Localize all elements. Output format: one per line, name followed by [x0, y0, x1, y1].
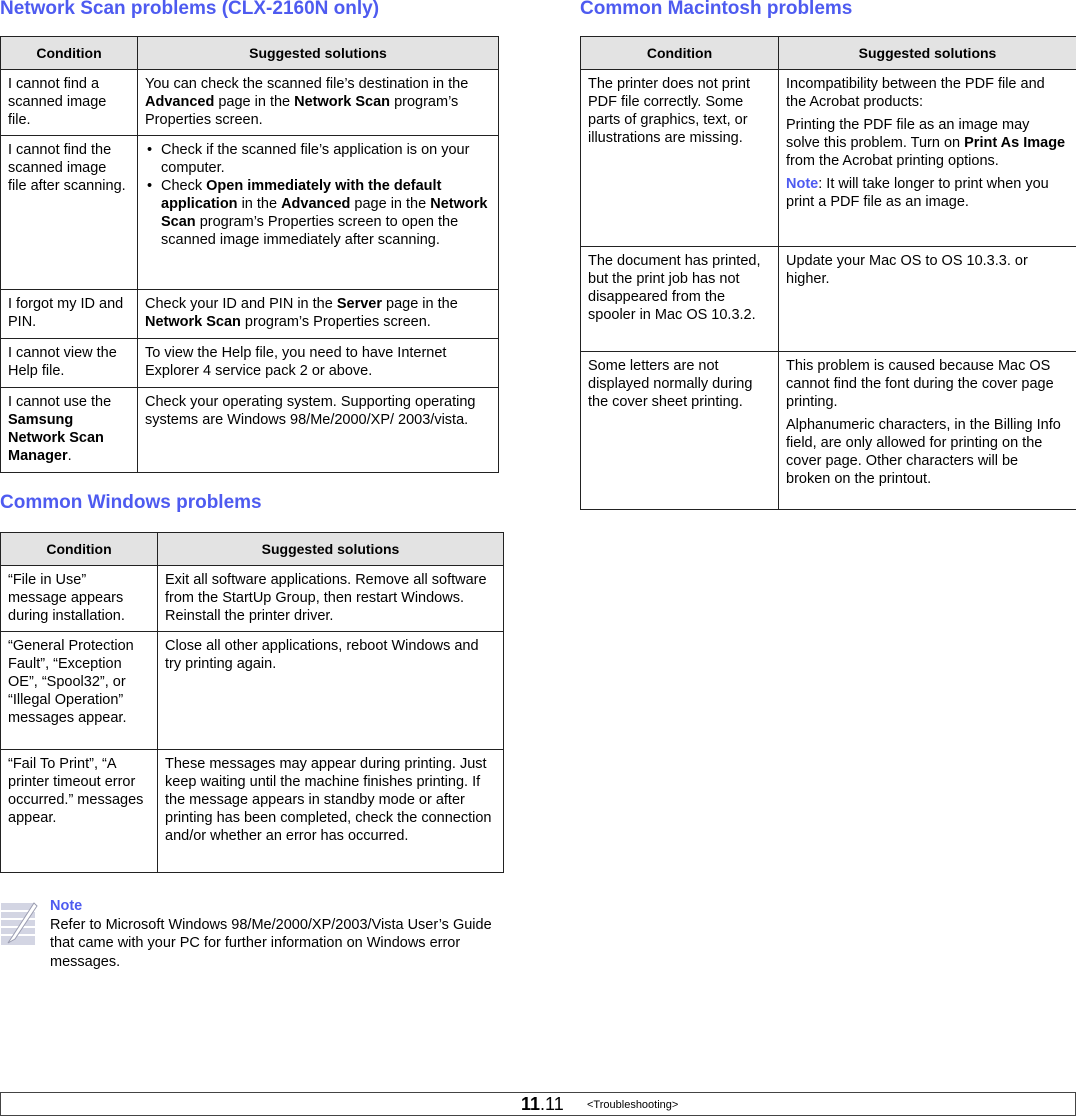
solution-cell: Check your ID and PIN in the Server page in the Network Scan program’s Properties screen.	[138, 290, 499, 339]
mac-heading: Common Macintosh problems	[580, 0, 853, 19]
column-header-solutions: Suggested solutions	[138, 37, 499, 70]
condition-cell: The printer does not print PDF file correctly. Some parts of graphics, text, or illustrations are missing.	[581, 70, 779, 247]
condition-cell: Some letters are not displayed normally during the cover sheet printing.	[581, 352, 779, 510]
table-row	[1, 566, 504, 632]
condition-cell: “General Protection Fault”, “Exception OE”, “Spool32”, or “Illegal Operation” messages appear.	[1, 632, 158, 750]
table-row	[1, 136, 499, 290]
condition-cell: I cannot view the Help file.	[1, 339, 138, 388]
column-header-condition: Condition	[1, 37, 138, 70]
solution-cell	[138, 136, 499, 290]
column-header-condition: Condition	[581, 37, 779, 70]
table-row	[581, 70, 1076, 247]
table-row	[581, 352, 1076, 510]
condition-cell: I cannot find the scanned image file after scanning.	[1, 136, 138, 290]
condition-cell: “Fail To Print”, “A printer timeout error occurred.” messages appear.	[1, 750, 158, 873]
table-row	[1, 632, 504, 750]
condition-cell: I cannot use the Samsung Network Scan Manager.	[1, 388, 138, 473]
table-header-row	[1, 533, 504, 566]
table-header-row	[1, 37, 499, 70]
solution-cell: Update your Mac OS to OS 10.3.3. or higher.	[779, 247, 1076, 352]
column-header-solutions: Suggested solutions	[158, 533, 504, 566]
solution-cell: You can check the scanned file’s destination in the Advanced page in the Network Scan program’s Properties screen.	[138, 70, 499, 136]
solution-cell: Incompatibility between the PDF file and the Acrobat products: Printing the PDF file as an image may solve this problem. Turn on Print As Image from the Acrobat printing options. Note: It will take longer to print when you print a PDF file as an image.	[779, 70, 1076, 247]
solution-cell: Check your operating system. Supporting operating systems are Windows 98/Me/2000/XP/ 2003/vista.	[138, 388, 499, 473]
list-item: • Check if the scanned file’s application is on your computer.	[145, 141, 488, 177]
note-title: Note	[50, 898, 83, 914]
solution-cell: These messages may appear during printing. Just keep waiting until the machine finishes printing. If the message appears in standby mode or after printing has been completed, check the connection and/or whether an error has occurred.	[158, 750, 504, 873]
note-body: Refer to Microsoft Windows 98/Me/2000/XP/2003/Vista User’s Guide that came with your PC for further information on Windows error messages.	[50, 916, 492, 970]
page-footer	[0, 1092, 1076, 1116]
solution-cell: This problem is caused because Mac OS cannot find the font during the cover page printing. Alphanumeric characters, in the Billing Info field, are only allowed for printing on the cover page. Other characters will be broken on the printout.	[779, 352, 1076, 510]
table-row	[1, 290, 499, 339]
inline-note-label: Note	[786, 176, 819, 192]
network-scan-table	[0, 36, 499, 473]
mac-table	[580, 36, 1076, 510]
windows-heading: Common Windows problems	[0, 492, 262, 513]
solution-cell: Close all other applications, reboot Windows and try printing again.	[158, 632, 504, 750]
section-label: <Troubleshooting>	[587, 1099, 679, 1111]
windows-table	[0, 532, 504, 873]
solution-cell: Exit all software applications. Remove all software from the StartUp Group, then restart Windows. Reinstall the printer driver.	[158, 566, 504, 632]
table-header-row	[581, 37, 1076, 70]
condition-cell: I cannot find a scanned image file.	[1, 70, 138, 136]
table-row	[1, 339, 499, 388]
condition-cell: The document has printed, but the print job has not disappeared from the spooler in Mac OS 10.3.2.	[581, 247, 779, 352]
note-text-block	[50, 897, 500, 971]
table-row	[581, 247, 1076, 352]
table-row	[1, 750, 504, 873]
condition-cell: “File in Use” message appears during installation.	[1, 566, 158, 632]
column-header-condition: Condition	[1, 533, 158, 566]
table-row	[1, 388, 499, 473]
note-icon	[0, 897, 38, 947]
page-number: 11.11	[521, 1094, 564, 1114]
table-row	[1, 70, 499, 136]
solution-cell: To view the Help file, you need to have Internet Explorer 4 service pack 2 or above.	[138, 339, 499, 388]
condition-cell: I forgot my ID and PIN.	[1, 290, 138, 339]
list-item: • Check Open immediately with the default application in the Advanced page in the Network Scan program’s Properties screen to open the scanned image immediately after scanning.	[145, 177, 488, 249]
column-header-solutions: Suggested solutions	[779, 37, 1076, 70]
network-scan-heading: Network Scan problems (CLX-2160N only)	[0, 0, 380, 19]
